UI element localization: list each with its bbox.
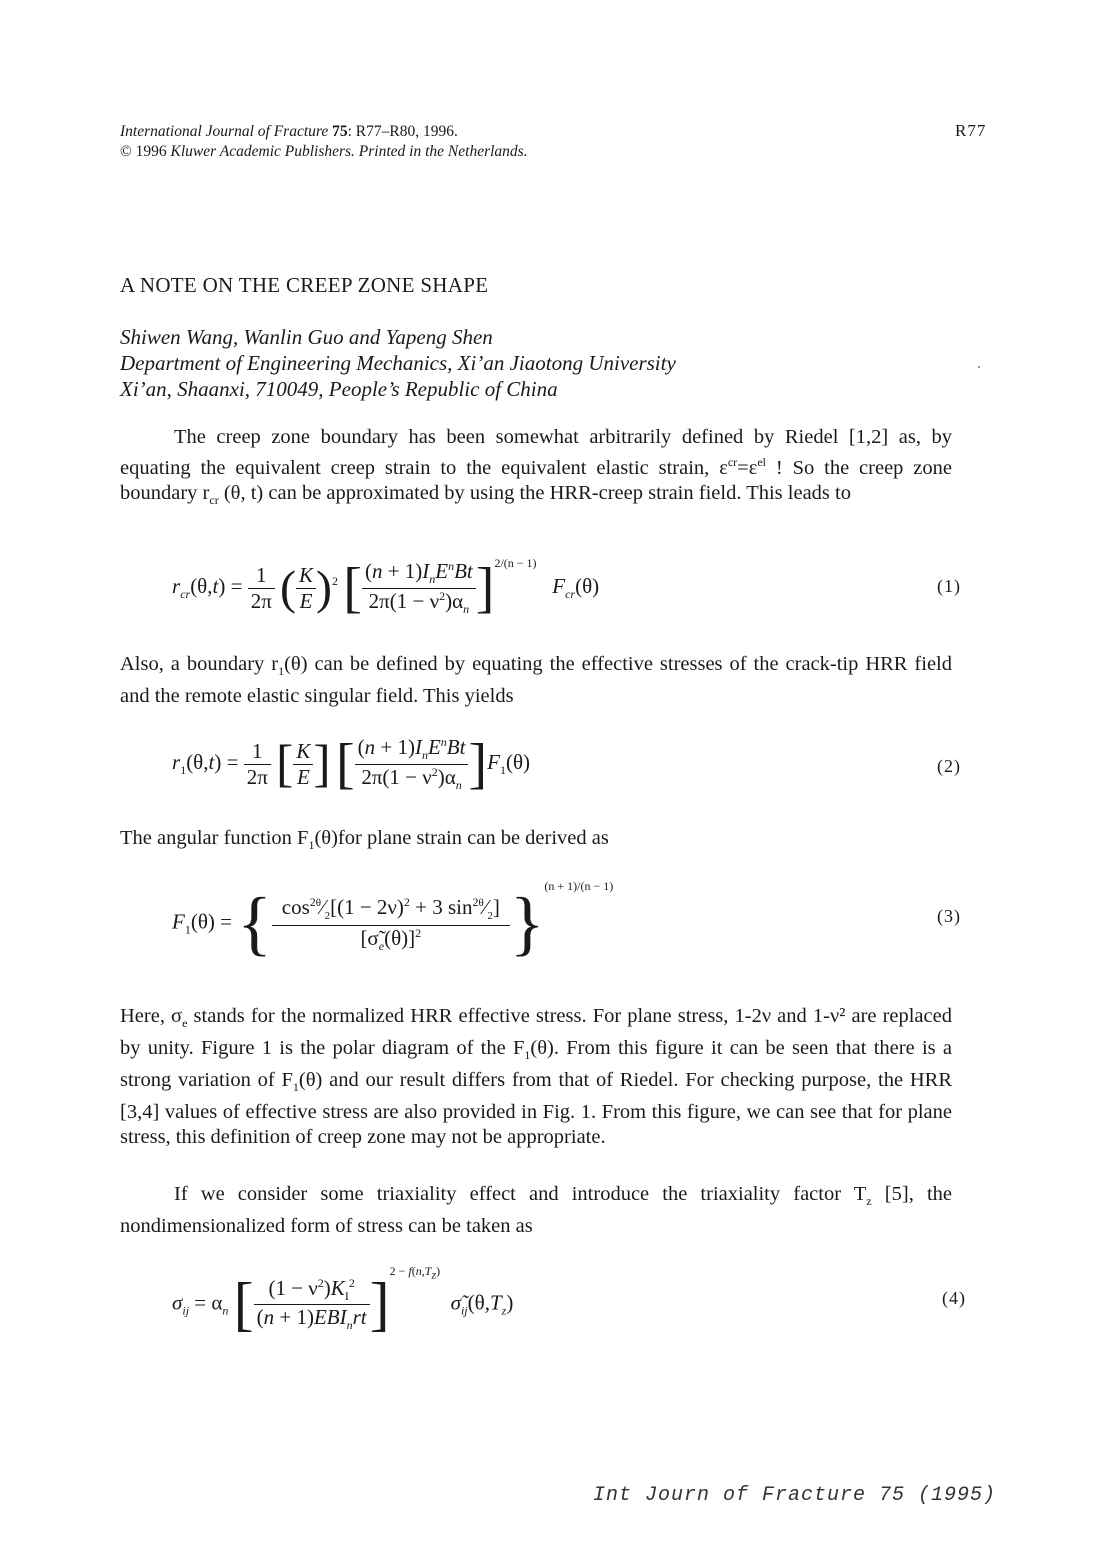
author-block: [120, 324, 676, 402]
paragraph-1-text-b: ! So the creep zone boundary r: [120, 456, 953, 504]
paragraph-4-text-b: stands for the normalized HRR effective stress. For plane stress, 1-2ν and 1-ν² are replaced by unity. Figure 1 is the polar diagram of the F: [120, 1005, 952, 1060]
paragraph-5-text: If we consider some triaxiality effect and introduce the triaxiality factor T: [174, 1183, 867, 1205]
author-address: Xi’an, Shaanxi, 710049, People’s Republic of China: [120, 377, 558, 401]
equation-2-number: (2): [937, 756, 961, 776]
scan-speck: [978, 366, 980, 368]
paragraph-5: If we consider some triaxiality effect and introduce the triaxiality factor $T_z$ [5], the nondimensionalized form of stress can be taken as: [120, 1183, 952, 1238]
paragraph-2-text: Also, a boundary r: [120, 653, 279, 675]
paragraph-4-text: Here, σ: [120, 1005, 183, 1027]
paragraph-3-text-b: (θ)for plane strain can be derived as: [314, 827, 609, 849]
paper-title: A NOTE ON THE CREEP ZONE SHAPE: [120, 273, 489, 297]
paragraph-1-text: The creep zone boundary has been somewhat arbitrarily defined by Riedel [1,2] as, by equating the equivalent creep strain to the equivalent elastic strain,: [120, 426, 952, 479]
handwritten-footer: Int Journ of Fracture 75 (1995): [593, 1484, 997, 1507]
equation-1-number: (1): [937, 576, 961, 596]
paragraph-3-text: The angular function F: [120, 827, 309, 849]
equation-2: $r_1(\theta,t)$ = $\frac{1}{2\pi}$ [ $\frac{K}{E}$ ] [ $\frac{(n + 1)I_nE^nBt}{2\pi(1 - \nu^2)\alpha_n}$ ]$F_1(\theta)$: [172, 733, 530, 795]
paragraph-4-text-d: (θ) and our result differs from that of Riedel. For checking purpose, the HRR [3,4] values of effective stress are also provided in Fig. 1. From this figure, we can see that for plane stress, this definition of creep zone may not be appropriate.: [120, 1069, 952, 1149]
equation-3-number: (3): [937, 906, 961, 926]
equation-4: $\sigma_{ij} = \alpha_n$ [ $\frac{(1 - \nu^2)K_I^2}{(n + 1)EBI_nrt}$ ]$^{2 - f(n,T_z)}$ $\sigmã_{ij}(\theta,T_z)$: [172, 1264, 514, 1337]
copyright-text: Kluwer Academic Publishers. Printed in the Netherlands.: [170, 143, 528, 160]
journal-pages: : R77–R80, 1996.: [347, 123, 458, 140]
equation-3: $F_1(\theta)$ = { $\frac{\cos^{2\theta}⁄_2[(1 - 2\nu)^2 + 3 \sin^{2\theta}⁄_2]}{[\sigmã_e(\theta)]^2}$ }$^{(n + 1)/(n - 1)}$: [172, 879, 614, 963]
paragraph-2: Also, a boundary $r_1(\theta)$ can be defined by equating the effective stresses of the crack-tip HRR field and the remote elastic singular field. This yields: [120, 653, 952, 708]
equation-1: $r_{cr}(\theta,t)$ = $\frac{1}{2\pi}$ ( $\frac{K}{E}$ )$^2$ [ $\frac{(n + 1)I_nE^nBt}{2\pi(1 - \nu^2)\alpha_n}$ ]$^{2/(n - 1)}$ $F_{cr}(\theta)$: [172, 555, 600, 619]
paragraph-3: The angular function $F_1(\theta)for$ plane strain can be derived as: [120, 827, 609, 853]
journal-header: [120, 122, 528, 162]
paragraph-5-text-b: [5], the nondimensionalized form of stress can be taken as: [120, 1183, 952, 1238]
author-department: Department of Engineering Mechanics, Xi’an Jiaotong University: [120, 351, 676, 375]
journal-volume: 75: [332, 123, 348, 140]
paragraph-2-text-b: (θ) can be defined by equating the effective stresses of the crack-tip HRR field and the remote elastic singular field. This yields: [120, 653, 952, 708]
journal-name: International Journal of Fracture: [120, 123, 329, 140]
paragraph-1: The creep zone boundary has been somewhat arbitrarily defined by Riedel [1,2] as, by equating the equivalent creep strain to the equivalent elastic strain, $\varepsilon^{cr}=\varepsilon^{el}$ ! So the creep zone boundary $r_{cr}$ (θ, t) can be approximated by using the HRR-creep strain field. This leads to: [120, 426, 953, 507]
page-number: R77: [955, 121, 987, 140]
paragraph-1-text-c: (θ, t) can be approximated by using the HRR-creep strain field. This leads to: [223, 481, 851, 504]
paragraph-4: Here, $\sigma_e$ stands for the normalized HRR effective stress. For plane stress, 1-2ν and 1-ν² are replaced by unity. Figure 1 is the polar diagram of the $F_1(\theta)$. From this figure it can be seen that there is a strong variation of $F_1(\theta)$ and our result differs from that of Riedel. For checking purpose, the HRR [3,4] values of effective stress are also provided in Fig. 1. From this figure, we can see that for plane stress, this definition of creep zone may not be appropriate.: [120, 1005, 952, 1149]
author-names: Shiwen Wang, Wanlin Guo and Yapeng Shen: [120, 325, 493, 349]
paragraph-4-text-c: (θ). From this figure it can be seen that there is a strong variation of F: [120, 1037, 952, 1092]
copyright-prefix: © 1996: [120, 143, 167, 160]
equation-4-number: (4): [942, 1288, 966, 1308]
